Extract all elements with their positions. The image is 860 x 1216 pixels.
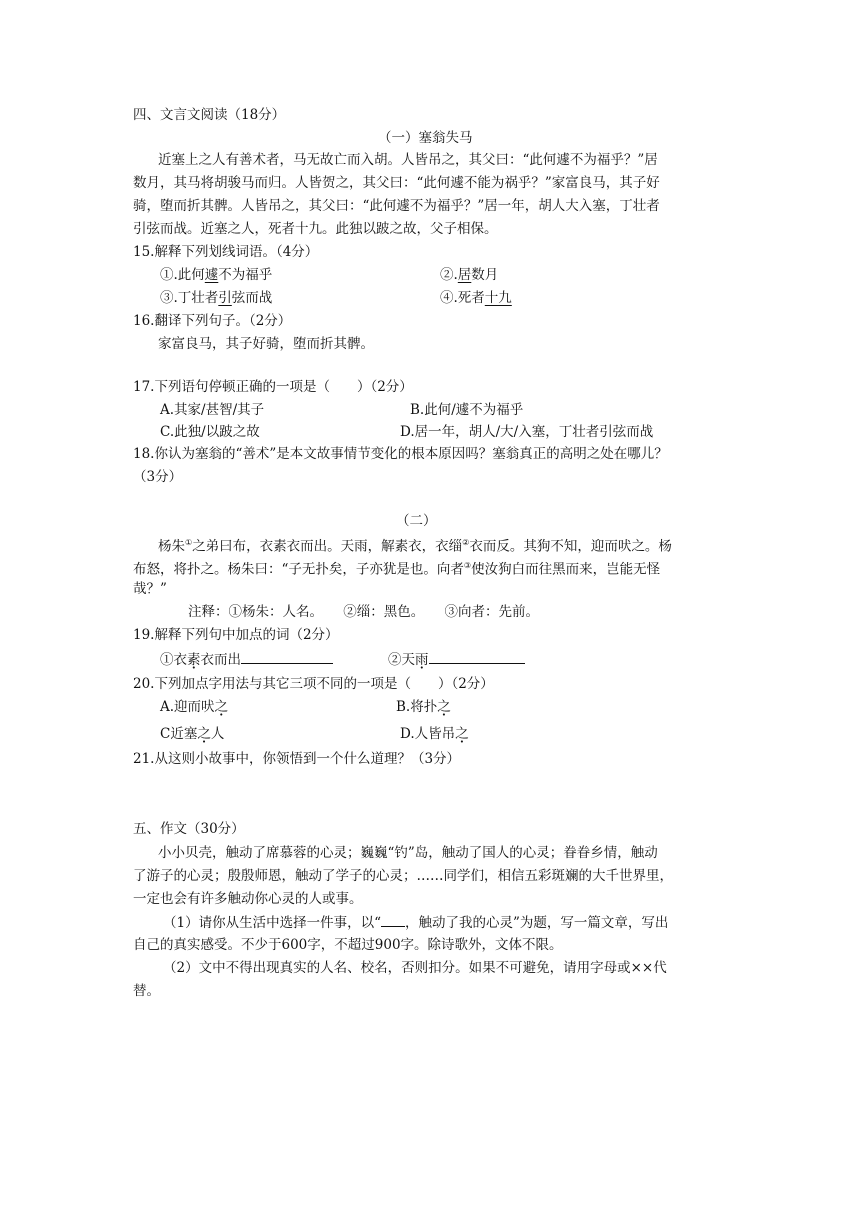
dotted-word: 素 — [187, 652, 201, 668]
passage-1-line: 引弦而战。近塞之人，死者十九。此独以跛之故，父子相保。 — [133, 221, 498, 237]
question-20-stem: 20.下列加点字用法与其它三项不同的一项是（ ）（2分） — [133, 676, 494, 692]
answer-blank[interactable] — [241, 648, 333, 664]
q19-item-1: ①衣素衣而出 — [160, 648, 333, 670]
underlined-word: 十九 — [484, 290, 512, 306]
essay-requirement-2: （2）文中不得出现真实的人名、校名，否则扣分。如果不可避免，请用字母或××代 — [163, 960, 667, 976]
q15-item-4: ④.死者十九 — [440, 290, 512, 306]
footnote-marker: ① — [185, 538, 193, 547]
question-18-score: （3分） — [133, 469, 183, 485]
section-4-heading: 四、文言文阅读（18分） — [133, 107, 286, 123]
dotted-word: 雨 — [415, 652, 429, 668]
footnote-marker: ② — [462, 538, 470, 547]
essay-intro-line: 了游子的心灵；殷殷师恩，触动了学子的心灵；……同学们，相信五彩斑斓的大千世界里， — [133, 868, 673, 884]
q16-sentence: 家富良马，其子好骑，堕而折其髀。 — [158, 336, 374, 352]
passage-1-line: 数月，其马将胡骏马而归。人皆贺之，其父曰：“此何遽不能为祸乎？”家富良马，其子好 — [133, 175, 660, 191]
q15-item-2: ②.居数月 — [440, 267, 499, 283]
question-21-stem: 21.从这则小故事中，你领悟到一个什么道理？（3分） — [133, 751, 461, 767]
q20-option-d: D.人皆吊之 — [400, 723, 469, 745]
title-blank[interactable] — [381, 911, 405, 927]
q17-option-b: B.此何/遽不为福乎 — [410, 402, 524, 418]
essay-requirement-1: （1）请你从生活中选择一件事，以“ ，触动了我的心灵”为题，写一篇文章，写出 — [163, 911, 668, 933]
essay-intro-line: 一定也会有许多触动你心灵的人或事。 — [133, 891, 363, 907]
underlined-word: 遽 — [204, 267, 219, 283]
underlined-word: 居 — [457, 267, 472, 283]
passage-2-line: 杨朱①之弟曰布，衣素衣而出。天雨，解素衣，衣缁②衣而反。其狗不知，迎而吠之。杨 — [158, 538, 672, 555]
q20-option-b: B.将扑之 — [396, 696, 451, 718]
passage-1-line: 近塞上之人有善术者，马无故亡而入胡。人皆吊之，其父曰：“此何遽不为福乎？”居 — [158, 152, 658, 168]
essay-requirement-2-cont: 替。 — [133, 983, 160, 999]
underlined-word: 引 — [218, 290, 232, 306]
passage-2-line: 布怒，将扑之。杨朱曰：“子无扑矣，子亦犹是也。向者③使汝狗白而往黑而来，岂能无怪 — [133, 561, 661, 578]
question-17-stem: 17.下列语句停顿正确的一项是（ ）（2分） — [133, 379, 413, 395]
q17-option-a: A.其家/甚智/其子 — [160, 402, 265, 418]
q19-item-2: ②天雨 — [388, 648, 525, 670]
answer-blank[interactable] — [429, 648, 525, 664]
passage-2-title: （二） — [396, 513, 437, 529]
passage-2-line: 哉？” — [133, 581, 167, 597]
question-19-stem: 19.解释下列句中加点的词（2分） — [133, 627, 339, 643]
q17-option-c: C.此独/以跛之故 — [160, 424, 260, 440]
q20-option-a: A.迎而吠之 — [160, 696, 228, 718]
essay-intro-line: 小小贝壳，触动了席慕蓉的心灵；巍巍“钓”岛，触动了国人的心灵；眷眷乡情，触动 — [158, 845, 658, 861]
q15-item-3: ③.丁壮者引弦而战 — [160, 290, 273, 306]
dotted-word: 之 — [197, 726, 211, 742]
section-5-heading: 五、作文（30分） — [133, 821, 245, 837]
question-18-stem: 18.你认为塞翁的“善术”是本文故事情节变化的根本原因吗？塞翁真正的高明之处在哪儿？ — [133, 446, 668, 462]
passage-2-notes: 注释：①杨朱：人名。 ②缁：黑色。 ③向者：先前。 — [188, 604, 539, 620]
dotted-word: 之 — [214, 699, 229, 715]
q20-option-c: C近塞之人 — [160, 723, 224, 745]
footnote-marker: ③ — [463, 561, 472, 570]
dotted-word: 之 — [437, 699, 451, 715]
q15-item-1: ①.此何遽不为福乎 — [160, 267, 273, 283]
passage-1-title: （一）塞翁失马 — [378, 130, 473, 146]
question-16-stem: 16.翻译下列句子。（2分） — [133, 313, 292, 329]
essay-requirement-1-cont: 自己的真实感受。不少于600字，不超过900字。除诗歌外，文体不限。 — [133, 937, 563, 953]
q17-option-d: D.居一年，胡人/大/入塞，丁壮者引弦而战 — [400, 424, 654, 440]
question-15-stem: 15.解释下列划线词语。（4分） — [133, 244, 319, 260]
passage-1-line: 骑，堕而折其髀。人皆吊之，其父曰：“此何遽不为福乎？”居一年，胡人大入塞，丁壮者 — [133, 198, 660, 214]
dotted-word: 之 — [455, 726, 469, 742]
